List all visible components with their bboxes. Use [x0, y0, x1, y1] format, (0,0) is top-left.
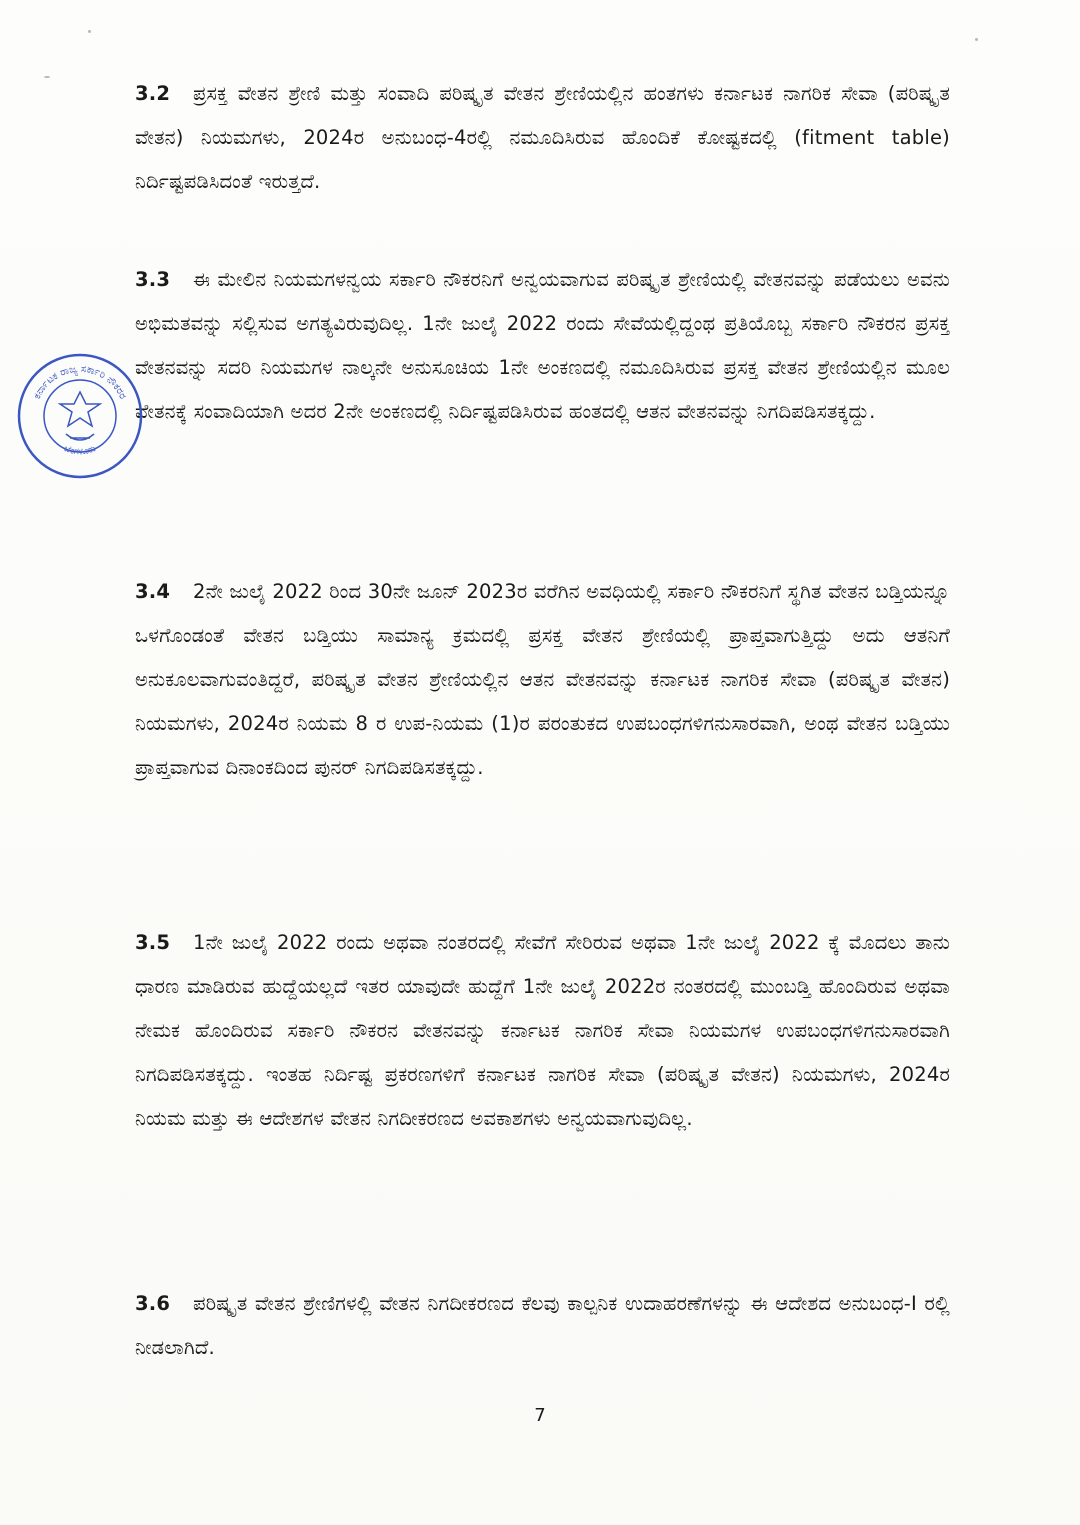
paragraph-number: 3.2 [135, 82, 171, 105]
paragraph-number: 3.6 [135, 1292, 171, 1315]
official-seal [16, 352, 144, 480]
emblem-icon [60, 392, 100, 440]
paragraph-number: 3.5 [135, 931, 171, 954]
paragraph-number: 3.4 [135, 580, 171, 603]
paragraph-3-5 [135, 921, 950, 1141]
scan-speck [44, 76, 50, 78]
paragraph-3-3 [135, 258, 950, 434]
seal-top-text: ಕರ್ನಾಟಕ ರಾಜ್ಯ ಸರ್ಕಾರಿ ನೌಕರರ [31, 363, 129, 401]
page-number: 7 [534, 1405, 546, 1426]
paragraph-text: ಪರಿಷ್ಕೃತ ವೇತನ ಶ್ರೇಣಿಗಳಲ್ಲಿ ವೇತನ ನಿಗದೀಕರಣದ ಕೆಲವು ಕಾಲ್ಪನಿಕ ಉದಾಹರಣೆಗಳನ್ನು ಈ ಆದೇಶದ ಅನುಬಂಧ-I ರಲ್ಲಿ ನೀಡಲಾಗಿದೆ. [135, 1292, 950, 1359]
paragraph-text: ಈ ಮೇಲಿನ ನಿಯಮಗಳನ್ವಯ ಸರ್ಕಾರಿ ನೌಕರನಿಗೆ ಅನ್ವಯವಾಗುವ ಪರಿಷ್ಕೃತ ಶ್ರೇಣಿಯಲ್ಲಿ ವೇತನವನ್ನು ಪಡೆಯಲು ಅವನು ಅಭಿಮತವನ್ನು ಸಲ್ಲಿಸುವ ಅಗತ್ಯವಿರುವುದಿಲ್ಲ. 1ನೇ ಜುಲೈ 2022 ರಂದು ಸೇವೆಯಲ್ಲಿದ್ದಂಥ ಪ್ರತಿಯೊಬ್ಬ ಸರ್ಕಾರಿ ನೌಕರನ ಪ್ರಸಕ್ತ ವೇತನವನ್ನು ಸದರಿ ನಿಯಮಗಳ ನಾಲ್ಕನೇ ಅನುಸೂಚಿಯ 1ನೇ ಅಂಕಣದಲ್ಲಿ ನಮೂದಿಸಿರುವ ಪ್ರಸಕ್ತ ವೇತನ ಶ್ರೇಣಿಯಲ್ಲಿನ ಮೂಲ ವೇತನಕ್ಕೆ ಸಂವಾದಿಯಾಗಿ ಅದರ 2ನೇ ಅಂಕಣದಲ್ಲಿ ನಿರ್ದಿಷ್ಟಪಡಿಸಿರುವ ಹಂತದಲ್ಲಿ ಆತನ ವೇತನವನ್ನು ನಿಗದಿಪಡಿಸತಕ್ಕದ್ದು. [135, 268, 950, 423]
paragraph-3-6 [135, 1282, 950, 1370]
paragraph-text: 2ನೇ ಜುಲೈ 2022 ರಿಂದ 30ನೇ ಜೂನ್ 2023ರ ವರೆಗಿನ ಅವಧಿಯಲ್ಲಿ ಸರ್ಕಾರಿ ನೌಕರನಿಗೆ ಸ್ಥಗಿತ ವೇತನ ಬಡ್ತಿಯನ್ನೂ ಒಳಗೊಂಡಂತೆ ವೇತನ ಬಡ್ತಿಯು ಸಾಮಾನ್ಯ ಕ್ರಮದಲ್ಲಿ ಪ್ರಸಕ್ತ ವೇತನ ಶ್ರೇಣಿಯಲ್ಲಿ ಪ್ರಾಪ್ತವಾಗುತ್ತಿದ್ದು ಅದು ಆತನಿಗೆ ಅನುಕೂಲವಾಗುವಂತಿದ್ದರೆ, ಪರಿಷ್ಕೃತ ವೇತನ ಶ್ರೇಣಿಯಲ್ಲಿನ ಆತನ ವೇತನವನ್ನು ಕರ್ನಾಟಕ ನಾಗರಿಕ ಸೇವಾ (ಪರಿಷ್ಕೃತ ವೇತನ) ನಿಯಮಗಳು, 2024ರ ನಿಯಮ 8 ರ ಉಪ-ನಿಯಮ (1)ರ ಪರಂತುಕದ ಉಪಬಂಧಗಳಿಗನುಸಾರವಾಗಿ, ಅಂಥ ವೇತನ ಬಡ್ತಿಯು ಪ್ರಾಪ್ತವಾಗುವ ದಿನಾಂಕದಿಂದ ಪುನರ್ ನಿಗದಿಪಡಿಸತಕ್ಕದ್ದು. [135, 580, 950, 779]
paragraph-number: 3.3 [135, 268, 171, 291]
paragraph-3-4 [135, 570, 950, 790]
scan-speck [975, 38, 978, 41]
paragraph-text: 1ನೇ ಜುಲೈ 2022 ರಂದು ಅಥವಾ ನಂತರದಲ್ಲಿ ಸೇವೆಗೆ ಸೇರಿರುವ ಅಥವಾ 1ನೇ ಜುಲೈ 2022 ಕ್ಕೆ ಮೊದಲು ತಾನು ಧಾರಣ ಮಾಡಿರುವ ಹುದ್ದೆಯಲ್ಲದೆ ಇತರ ಯಾವುದೇ ಹುದ್ದೆಗೆ 1ನೇ ಜುಲೈ 2022ರ ನಂತರದಲ್ಲಿ ಮುಂಬಡ್ತಿ ಹೊಂದಿರುವ ಅಥವಾ ನೇಮಕ ಹೊಂದಿರುವ ಸರ್ಕಾರಿ ನೌಕರನ ವೇತನವನ್ನು ಕರ್ನಾಟಕ ನಾಗರಿಕ ಸೇವಾ ನಿಯಮಗಳ ಉಪಬಂಧಗಳಿಗನುಸಾರವಾಗಿ ನಿಗದಿಪಡಿಸತಕ್ಕದ್ದು. ಇಂತಹ ನಿರ್ದಿಷ್ಟ ಪ್ರಕರಣಗಳಿಗೆ ಕರ್ನಾಟಕ ನಾಗರಿಕ ಸೇವಾ (ಪರಿಷ್ಕೃತ ವೇತನ) ನಿಯಮಗಳು, 2024ರ ನಿಯಮ ಮತ್ತು ಈ ಆದೇಶಗಳ ವೇತನ ನಿಗದೀಕರಣದ ಅವಕಾಶಗಳು ಅನ್ವಯವಾಗುವುದಿಲ್ಲ. [135, 931, 950, 1130]
paragraph-text: ಪ್ರಸಕ್ತ ವೇತನ ಶ್ರೇಣಿ ಮತ್ತು ಸಂವಾದಿ ಪರಿಷ್ಕೃತ ವೇತನ ಶ್ರೇಣಿಯಲ್ಲಿನ ಹಂತಗಳು ಕರ್ನಾಟಕ ನಾಗರಿಕ ಸೇವಾ (ಪರಿಷ್ಕೃತ ವೇತನ) ನಿಯಮಗಳು, 2024ರ ಅನುಬಂಧ-4ರಲ್ಲಿ ನಮೂದಿಸಿರುವ ಹೊಂದಿಕೆ ಕೋಷ್ಟಕದಲ್ಲಿ (fitment table) ನಿರ್ದಿಷ್ಟಪಡಿಸಿದಂತೆ ಇರುತ್ತದೆ. [135, 82, 950, 193]
paragraph-3-2 [135, 72, 950, 204]
scan-speck [88, 30, 91, 33]
seal-bottom-text: ಬೆಂಗಳೂರು [62, 443, 98, 458]
